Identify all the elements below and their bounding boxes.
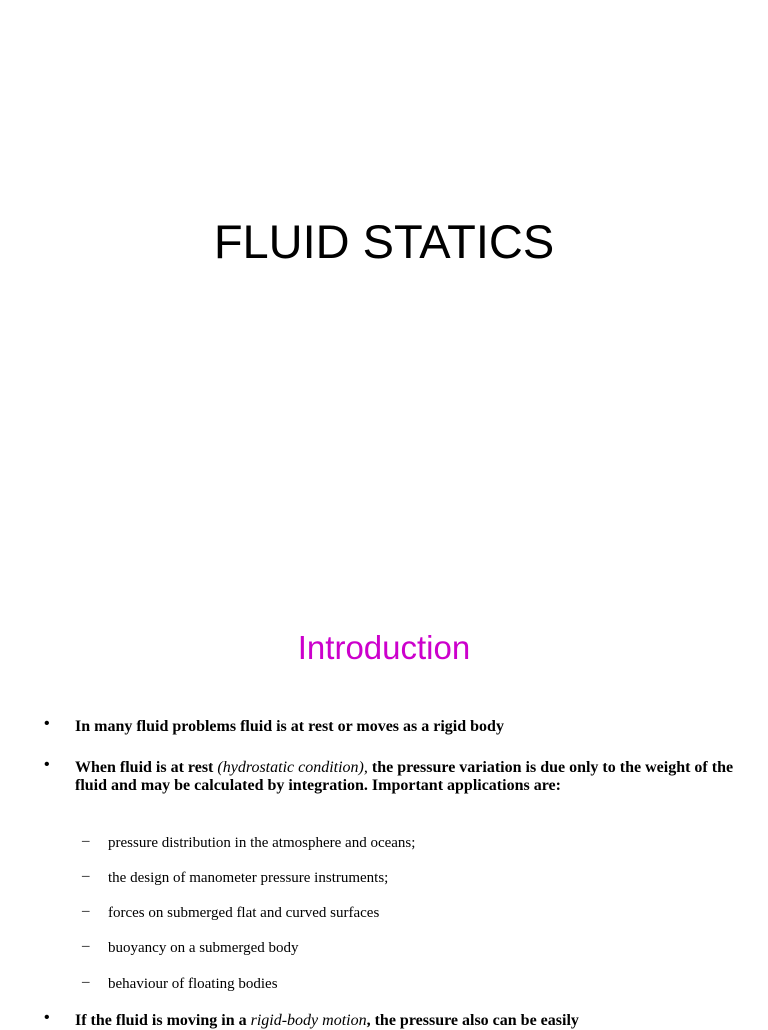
dash-icon: – <box>82 938 90 954</box>
section-heading: Introduction <box>297 629 471 666</box>
application-item: buoyancy on a submerged body <box>108 940 299 956</box>
dash-icon: – <box>82 974 90 990</box>
application-item: the design of manometer pressure instruments; <box>108 870 389 886</box>
bullet-icon: • <box>44 715 50 732</box>
bullet-text-part: , the pressure also can be easily <box>366 1012 579 1029</box>
bullet-text-part: If the fluid is moving in a <box>75 1012 251 1029</box>
bullet-text-part: the pressure variation is due only to the weight of the fluid and may be calculated by integration. Important applications are: <box>75 759 734 794</box>
dash-icon: – <box>82 903 90 919</box>
dash-icon: – <box>82 833 90 849</box>
application-item: behaviour of floating bodies <box>108 976 278 992</box>
bullet-text-italic: rigid-body motion <box>250 1012 367 1029</box>
bullet-text-italic: (hydrostatic condition), <box>217 759 368 776</box>
application-item: forces on submerged flat and curved surfaces <box>108 905 380 921</box>
slide-title: FLUID STATICS <box>213 215 555 268</box>
bullet-text: In many fluid problems fluid is at rest or moves as a rigid body <box>75 718 504 735</box>
dash-icon: – <box>82 868 90 884</box>
bullet-text <box>75 1012 735 1030</box>
application-item: pressure distribution in the atmosphere and oceans; <box>108 835 416 851</box>
bullet-text-part: When fluid is at rest <box>75 759 218 776</box>
bullet-text <box>75 759 735 795</box>
bullet-icon: • <box>44 756 50 773</box>
bullet-icon: • <box>44 1009 50 1026</box>
